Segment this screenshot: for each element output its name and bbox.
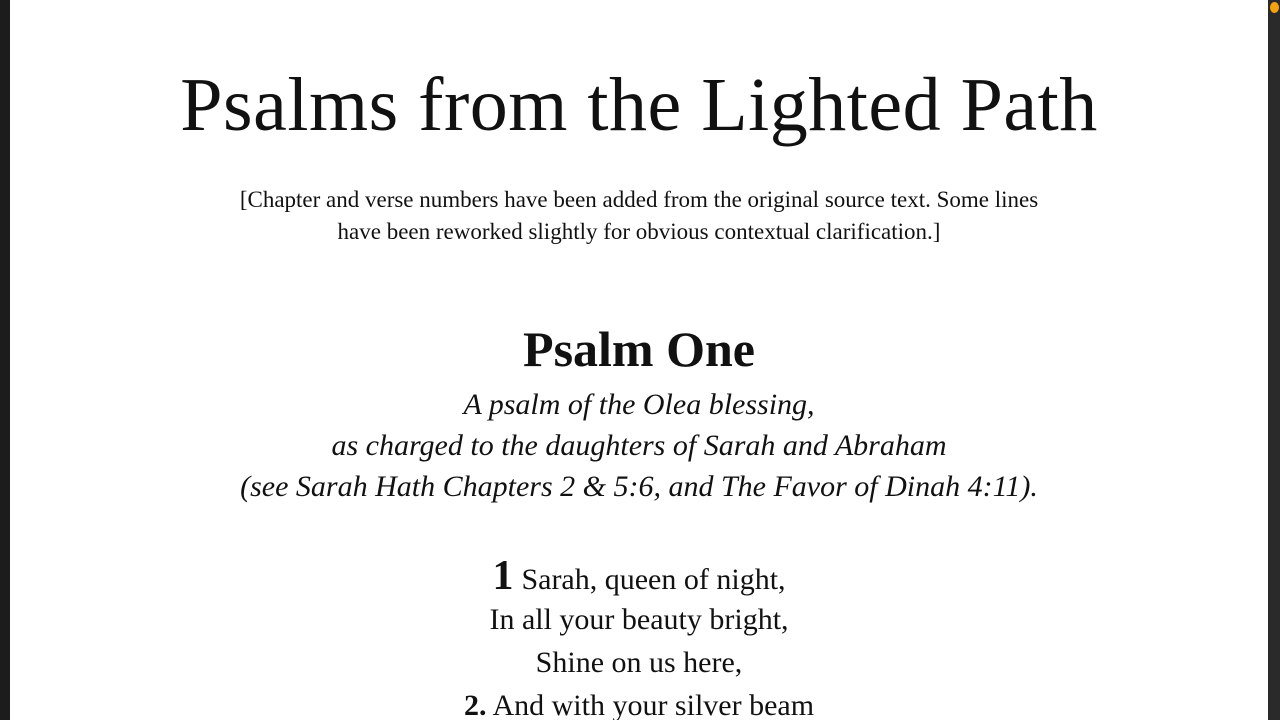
editorial-note-line: [Chapter and verse numbers have been added from the original source text. Some lines [239,187,1039,212]
verse-text: Shine on us here, [535,646,743,679]
verse-text: Sarah, queen of night, [521,563,786,596]
verse-line [10,598,1268,641]
verse-line [10,684,1268,720]
document-page[interactable] [10,0,1268,720]
editorial-note [10,184,1268,248]
editorial-note-line: have been reworked slightly for obvious contextual clarification.] [337,219,941,244]
scrollbar[interactable] [1268,0,1280,720]
verse-line [10,555,1268,598]
document-title: Psalms from the Lighted Path [180,63,1098,147]
verse-text: In all your beauty bright, [489,603,789,636]
verse-number: 2. [463,689,487,720]
psalm-heading: Psalm One [523,321,755,377]
psalm-subtitle-line: A psalm of the Olea blessing, [463,388,815,421]
psalm-subtitle-line: (see Sarah Hath Chapters 2 & 5:6, and The Favor of Dinah 4:11). [240,470,1038,503]
psalm-subtitle [10,384,1268,507]
verse-number: 1 [492,553,514,599]
psalm-subtitle-line: as charged to the daughters of Sarah and Abraham [331,429,947,462]
verse-text: And with your silver beam [492,689,815,720]
scroll-indicator-dot[interactable] [1270,2,1279,13]
verse-line [10,641,1268,684]
psalm-verses [10,555,1268,720]
